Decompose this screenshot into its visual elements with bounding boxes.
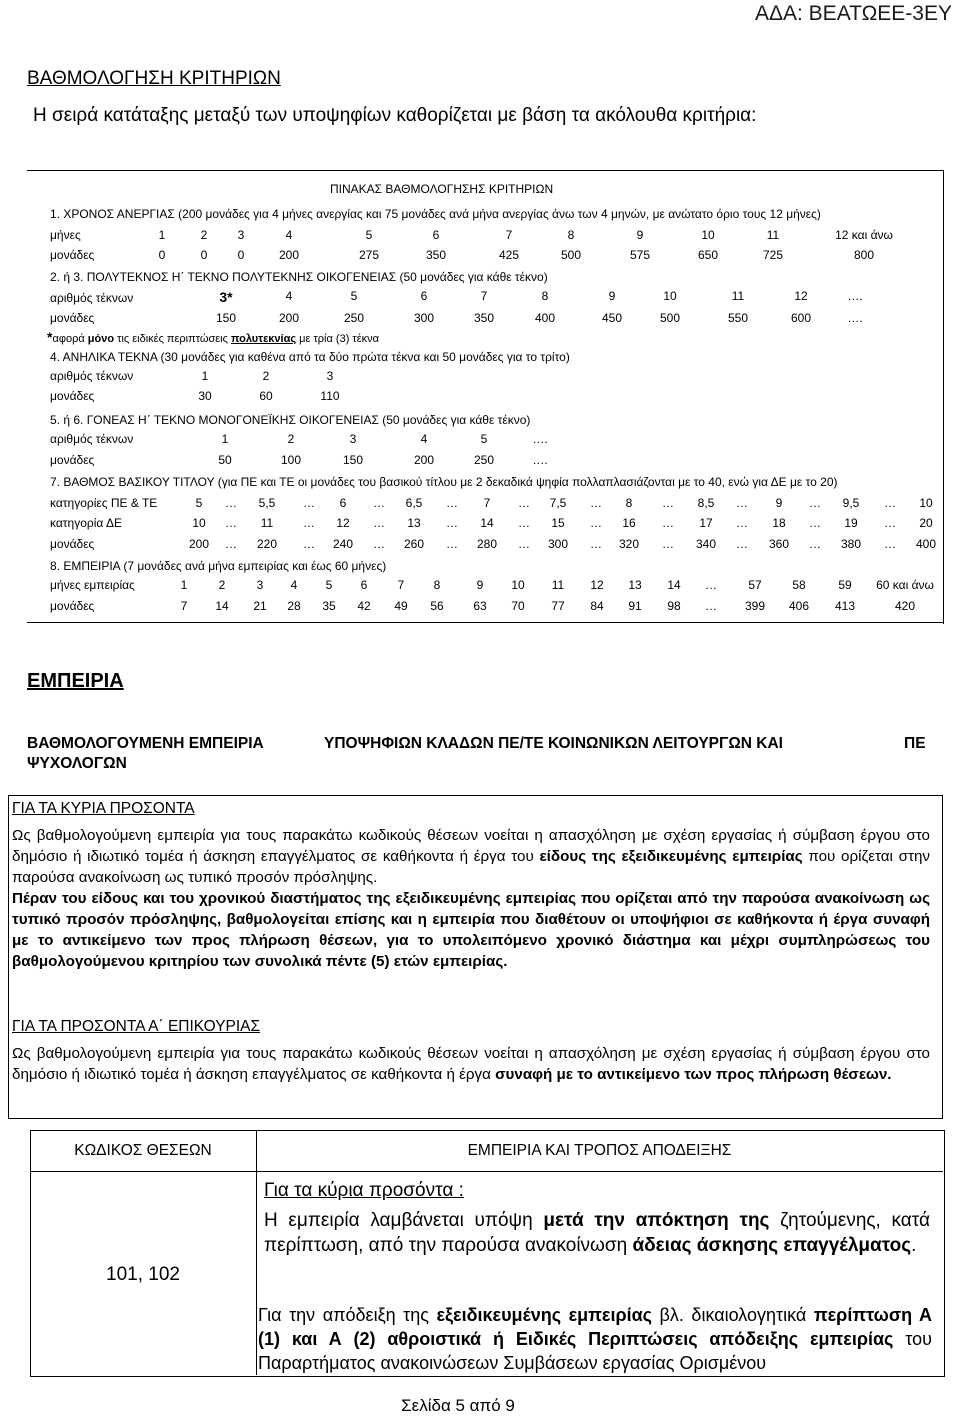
c7-units-row-cell: 280 bbox=[476, 537, 498, 551]
c5-units-row-cell: 200 bbox=[413, 453, 435, 467]
c1-months-row-cell: 6 bbox=[432, 228, 440, 242]
c7-de-row-cell: 11 bbox=[260, 516, 274, 530]
c2-note-d: πολυτεκνίας bbox=[230, 333, 297, 345]
c1-units-row-cell: 725 bbox=[762, 248, 784, 262]
main-qualifications-subheading: Για τα κύρια προσόντα : bbox=[264, 1180, 464, 1201]
main-paragraph-2: Πέραν του είδους και του χρονικού διαστήματος της εξειδικευμένης εμπειρίας που ορίζεται από την παρούσα ανακοίνωση ως τυπικό προσόν πρόσληψης, βαθμολογείται επίσης και η εμπειρία που διαθέτουν οι υποψήφιοι σε καθήκοντα ή έργα συναφή με το αντικείμενο των προς πλήρωση θέσεων, για το υπολειπόμενο χρονικό διάστημα και μέχρι συμπληρώσεως του βαθμολογούμενου κριτηρίου των συνολικά πέντε (5) ετών εμπειρίας. bbox=[12, 890, 930, 970]
c7-pe-row-cell: 7,5 bbox=[549, 496, 567, 510]
c7-de-row-cell: 13 bbox=[407, 516, 421, 530]
t2-b: εξειδικευμένης εμπειρίας bbox=[436, 1305, 653, 1325]
c7-de-row-cell: … bbox=[225, 516, 237, 530]
aux-p-a: Ως βαθμολογούμενη εμπειρία για τους παρακάτω κωδικούς θέσεων νοείται η απασχόληση με σχέση εργασίας ή σύμβαση έργου στο δημόσιο ή ιδιωτικό τομέα ή άσκηση επαγγέλματος σε καθήκοντα ή έργα bbox=[12, 1045, 930, 1083]
c8-months-row-cell: 7 bbox=[397, 578, 405, 592]
code-table-column-rule bbox=[256, 1130, 257, 1375]
c8-months-row-cell: 59 bbox=[838, 578, 852, 592]
c8-units-row-cell: 406 bbox=[788, 599, 810, 613]
c8-units-row-cell: 70 bbox=[511, 599, 525, 613]
c7-de-row-cell: … bbox=[590, 516, 602, 530]
c8-months-row-cell: 12 bbox=[590, 578, 604, 592]
c8-units-row-cell: 35 bbox=[322, 599, 336, 613]
page-number: Σελίδα 5 από 9 bbox=[401, 1396, 515, 1415]
t1-d: άδειας άσκησης επαγγέλματος bbox=[632, 1235, 912, 1256]
c2-children-row-cell: …. bbox=[847, 289, 863, 303]
t2-a: Για την απόδειξη της bbox=[258, 1305, 437, 1325]
c7-de-row-cell: … bbox=[736, 516, 748, 530]
experience-subtitle-a: ΒΑΘΜΟΛΟΓΟΥΜΕΝΗ ΕΜΠΕΙΡΙΑ bbox=[27, 735, 264, 752]
c2-children-label: αριθμός τέκνων bbox=[50, 291, 134, 305]
c1-units-row-cell: 575 bbox=[629, 248, 651, 262]
c2-units-row-cell: 450 bbox=[601, 311, 623, 325]
c8-units-row-cell: 49 bbox=[394, 599, 408, 613]
c7-pe-row-cell: … bbox=[373, 496, 385, 510]
c7-de-row-cell: 15 bbox=[551, 516, 565, 530]
c7-de-row-cell: 18 bbox=[772, 516, 786, 530]
c7-de-row-cell: … bbox=[809, 516, 821, 530]
c8-months-row-cell: 10 bbox=[511, 578, 525, 592]
main-qualifications-heading: ΓΙΑ ΤΑ ΚΥΡΙΑ ΠΡΟΣΟΝΤΑ bbox=[12, 800, 195, 817]
c1-heading: 1. ΧΡΟΝΟΣ ΑΝΕΡΓΙΑΣ (200 μονάδες για 4 μήνες ανεργίας και 75 μονάδες ανά μήνα ανεργίας άνω των 4 μηνών, με ανώτατο όριο τους 12 μήνες) bbox=[50, 207, 821, 221]
c4-units-label: μονάδες bbox=[50, 389, 95, 403]
c1-months-row-cell: 8 bbox=[567, 228, 575, 242]
c8-units-row-cell: 77 bbox=[551, 599, 565, 613]
c7-pe-row-cell: … bbox=[590, 496, 602, 510]
c1-months-row-cell: 7 bbox=[505, 228, 513, 242]
c1-units-row-cell: 650 bbox=[697, 248, 719, 262]
c7-de-row-cell: … bbox=[446, 516, 458, 530]
c8-units-row-cell: 84 bbox=[590, 599, 604, 613]
c4-units-row-cell: 110 bbox=[320, 389, 340, 403]
position-codes: 101, 102 bbox=[106, 1264, 180, 1285]
c7-units-row-cell: … bbox=[736, 537, 748, 551]
main-paragraph-1 bbox=[12, 825, 930, 888]
c2-children-row-cell: 3* bbox=[219, 289, 233, 305]
c7-pe-row-cell: 6 bbox=[339, 496, 347, 510]
c7-pe-row-cell: … bbox=[303, 496, 315, 510]
c8-units-row-cell: 7 bbox=[180, 599, 188, 613]
c7-units-row-cell: … bbox=[884, 537, 896, 551]
c1-units-row-cell: 425 bbox=[498, 248, 520, 262]
c7-units-row-cell: … bbox=[809, 537, 821, 551]
t1-a: Η εμπειρία λαμβάνεται υπόψη bbox=[264, 1210, 544, 1231]
c1-units-row-cell: 200 bbox=[278, 248, 300, 262]
c7-units-row-cell: 400 bbox=[915, 537, 937, 551]
aux-paragraph bbox=[12, 1043, 930, 1085]
c1-months-row-cell: 12 και άνω bbox=[835, 228, 893, 242]
t1-e: . bbox=[911, 1235, 917, 1256]
ada-code: ΑΔΑ: ΒΕΑΤΩΕΕ-3ΕΥ bbox=[754, 2, 952, 25]
c7-de-row-cell: … bbox=[662, 516, 674, 530]
c1-months-row-cell: 3 bbox=[237, 228, 245, 242]
c8-months-row-cell: 4 bbox=[290, 578, 298, 592]
c7-de-row-cell: … bbox=[884, 516, 896, 530]
c7-de-row-cell: … bbox=[373, 516, 385, 530]
scoring-intro: Η σειρά κατάταξης μεταξύ των υποψηφίων καθορίζεται με βάση τα ακόλουθα κριτήρια: bbox=[33, 105, 757, 126]
c5-children-row-cell: 2 bbox=[287, 432, 295, 446]
c7-pe-row-cell: 6,5 bbox=[405, 496, 423, 510]
c1-months-label: μήνες bbox=[50, 228, 81, 242]
c8-units-row-cell: 98 bbox=[667, 599, 681, 613]
c7-pe-row-cell: 8 bbox=[625, 496, 633, 510]
c8-units-label: μονάδες bbox=[50, 599, 95, 613]
c8-months-row-cell: 6 bbox=[360, 578, 368, 592]
c2-units-row-cell: 500 bbox=[659, 311, 681, 325]
c7-units-row-cell: 380 bbox=[840, 537, 862, 551]
c5-children-row-cell: 3 bbox=[349, 432, 357, 446]
c1-months-row-cell: 1 bbox=[158, 228, 166, 242]
c8-months-row-cell: 58 bbox=[792, 578, 806, 592]
c7-units-row-cell: 360 bbox=[768, 537, 790, 551]
c7-units-row-cell: 340 bbox=[695, 537, 717, 551]
c8-months-row-cell: 3 bbox=[256, 578, 264, 592]
c7-de-row-cell: 10 bbox=[192, 516, 206, 530]
c7-pe-row-cell: 10 bbox=[919, 496, 933, 510]
experience-subtitle-c: ΠΕ bbox=[904, 735, 926, 752]
c7-de-row-cell: 16 bbox=[622, 516, 636, 530]
code-table-header-rule bbox=[30, 1171, 943, 1172]
t2-d: περίπτωση Α (1) και Α (2) αθροιστικά ή Ειδικές Περιπτώσεις απόδειξης εμπειρίας bbox=[258, 1305, 932, 1349]
c5-units-row-cell: 150 bbox=[342, 453, 364, 467]
c7-pe-row-cell: … bbox=[225, 496, 237, 510]
c8-units-row-cell: 399 bbox=[744, 599, 766, 613]
c5-children-row-cell: 1 bbox=[221, 432, 229, 446]
c5-children-row-cell: 4 bbox=[420, 432, 428, 446]
scoring-title: ΒΑΘΜΟΛΟΓΗΣΗ ΚΡΙΤΗΡΙΩΝ bbox=[27, 68, 281, 89]
c2-units-row-cell: 350 bbox=[473, 311, 495, 325]
c5-heading: 5. ή 6. ΓΟΝΕΑΣ Η΄ ΤΕΚΝΟ ΜΟΝΟΓΟΝΕΪΚΗΣ ΟΙΚΟΓΕΝΕΙΑΣ (50 μονάδες για κάθε τέκνο) bbox=[50, 413, 531, 427]
c1-units-label: μονάδες bbox=[50, 248, 95, 262]
c5-units-label: μονάδες bbox=[50, 453, 95, 467]
c7-de-label: κατηγορία ΔΕ bbox=[50, 516, 122, 530]
c8-heading: 8. ΕΜΠΕΙΡΙΑ (7 μονάδες ανά μήνα εμπειρίας και έως 60 μήνες) bbox=[50, 559, 387, 573]
c7-de-row-cell: 20 bbox=[919, 516, 933, 530]
c5-units-row-cell: 250 bbox=[473, 453, 495, 467]
c8-months-row-cell: 9 bbox=[476, 578, 484, 592]
c2-children-row-cell: 10 bbox=[663, 289, 677, 303]
c7-units-label: μονάδες bbox=[50, 537, 95, 551]
c7-pe-label: κατηγορίες ΠΕ & ΤΕ bbox=[50, 496, 158, 510]
c7-units-row-cell: … bbox=[662, 537, 674, 551]
c7-de-row-cell: 19 bbox=[844, 516, 858, 530]
c1-units-row-cell: 800 bbox=[853, 248, 875, 262]
main-p1-c: που ορίζεται στην παρούσα ανακοίνωση ως τυπικό προσόν πρόσληψης. bbox=[12, 848, 931, 886]
c7-pe-row-cell: 5,5 bbox=[258, 496, 276, 510]
c7-pe-row-cell: … bbox=[884, 496, 896, 510]
c4-children-row-cell: 1 bbox=[201, 369, 209, 383]
c2-note-star: * bbox=[47, 329, 53, 345]
c1-units-row-cell: 500 bbox=[560, 248, 582, 262]
c2-children-row-cell: 5 bbox=[350, 289, 358, 303]
c8-units-row-cell: 91 bbox=[628, 599, 642, 613]
code-table-col2: ΕΜΠΕΙΡΙΑ ΚΑΙ ΤΡΟΠΟΣ ΑΠΟΔΕΙΞΗΣ bbox=[467, 1142, 732, 1159]
c7-units-row-cell: 240 bbox=[332, 537, 354, 551]
c2-children-row-cell: 6 bbox=[420, 289, 428, 303]
c8-units-row-cell: 413 bbox=[834, 599, 856, 613]
c7-de-row-cell: … bbox=[303, 516, 315, 530]
main-p1-b: είδους της εξειδικευμένης εμπειρίας bbox=[539, 848, 803, 865]
c7-units-row-cell: … bbox=[225, 537, 237, 551]
c7-units-row-cell: … bbox=[446, 537, 458, 551]
c4-children-label: αριθμός τέκνων bbox=[50, 369, 134, 383]
c1-units-row-cell: 275 bbox=[358, 248, 380, 262]
c7-pe-row-cell: … bbox=[809, 496, 821, 510]
aux-qualifications-heading: ΓΙΑ ΤΑ ΠΡΟΣΟΝΤΑ Α΄ ΕΠΙΚΟΥΡΙΑΣ bbox=[12, 1018, 261, 1035]
c8-months-row-cell: 13 bbox=[628, 578, 642, 592]
c8-units-row-cell: 420 bbox=[894, 599, 916, 613]
c7-de-row-cell: 14 bbox=[480, 516, 494, 530]
c1-months-row-cell: 10 bbox=[701, 228, 715, 242]
c8-months-row-cell: 57 bbox=[748, 578, 762, 592]
c2-children-row-cell: 7 bbox=[480, 289, 488, 303]
c8-months-label: μήνες εμπειρίας bbox=[50, 578, 135, 592]
c8-months-row-cell: 5 bbox=[325, 578, 333, 592]
t2-c: βλ. δικαιολογητικά bbox=[652, 1305, 814, 1325]
c7-pe-row-cell: 5 bbox=[195, 496, 203, 510]
c2-units-row-cell: 150 bbox=[215, 311, 237, 325]
c5-children-label: αριθμός τέκνων bbox=[50, 432, 134, 446]
c1-months-row-cell: 4 bbox=[285, 228, 293, 242]
c2-units-row-cell: 250 bbox=[343, 311, 365, 325]
c4-children-row-cell: 2 bbox=[262, 369, 270, 383]
c2-note-e: με τρία (3) τέκνα bbox=[296, 333, 380, 345]
c1-units-row-cell: 350 bbox=[425, 248, 447, 262]
c7-units-row-cell: 200 bbox=[188, 537, 210, 551]
c1-units-row-cell: 0 bbox=[237, 248, 245, 262]
experience-subtitle-b: ΥΠΟΨΗΦΙΩΝ ΚΛΑΔΩΝ ΠΕ/ΤΕ ΚΟΙΝΩΝΙΚΩΝ ΛΕΙΤΟΥΡΓΩΝ ΚΑΙ bbox=[324, 735, 783, 752]
c8-months-row-cell: 11 bbox=[551, 578, 565, 592]
c1-months-row-cell: 2 bbox=[200, 228, 208, 242]
c1-months-row-cell: 9 bbox=[636, 228, 644, 242]
c8-units-row-cell: 28 bbox=[287, 599, 301, 613]
c2-children-row-cell: 11 bbox=[731, 289, 745, 303]
c2-heading: 2. ή 3. ΠΟΛΥΤΕΚΝΟΣ Η΄ ΤΕΚΝΟ ΠΟΛΥΤΕΚΝΗΣ ΟΙΚΟΓΕΝΕΙΑΣ (50 μονάδες για κάθε τέκνο) bbox=[50, 270, 548, 284]
c5-units-row-cell: 100 bbox=[280, 453, 302, 467]
c7-units-row-cell: 300 bbox=[547, 537, 569, 551]
c2-units-row-cell: 600 bbox=[790, 311, 812, 325]
c4-units-row-cell: 60 bbox=[259, 389, 273, 403]
c7-units-row-cell: … bbox=[373, 537, 385, 551]
c1-units-row-cell: 0 bbox=[158, 248, 166, 262]
c2-children-row-cell: 4 bbox=[285, 289, 293, 303]
criteria-table-bottom-rule bbox=[27, 622, 943, 623]
c2-units-row-cell: 550 bbox=[727, 311, 749, 325]
c7-units-row-cell: … bbox=[590, 537, 602, 551]
c7-pe-row-cell: … bbox=[518, 496, 530, 510]
c7-units-row-cell: 260 bbox=[403, 537, 425, 551]
main-p1-a: Ως βαθμολογούμενη εμπειρία για τους παρακάτω κωδικούς θέσεων νοείται η απασχόληση με σχέση εργασίας ή σύμβαση έργου στο δημόσιο ή ιδιωτικό τομέα ή άσκηση επαγγέλματος σε καθήκοντα ή έργα του bbox=[12, 827, 930, 865]
c8-units-row-cell: 14 bbox=[215, 599, 229, 613]
experience-title: ΕΜΠΕΙΡΙΑ bbox=[27, 670, 124, 692]
t2-e: του Παραρτήματος ανακοινώσεων Συμβάσεων εργασίας Ορισμένου bbox=[258, 1329, 933, 1373]
c2-note-c: τις ειδικές περιπτώσεις bbox=[114, 333, 231, 345]
c8-months-row-cell: 1 bbox=[180, 578, 188, 592]
c5-children-row-cell: 5 bbox=[480, 432, 488, 446]
c8-months-row-cell: 2 bbox=[218, 578, 226, 592]
c2-note-a: αφορά bbox=[52, 333, 88, 345]
c1-units-row-cell: 0 bbox=[200, 248, 208, 262]
c7-pe-row-cell: 9 bbox=[775, 496, 783, 510]
c2-note-b: μόνο bbox=[87, 333, 115, 345]
c7-heading: 7. ΒΑΘΜΟΣ ΒΑΣΙΚΟΥ ΤΙΤΛΟΥ (για ΠΕ και ΤΕ οι μονάδες του βασικού τίτλου με 2 δεκαδικά ψηφία πολλαπλασιάζονται με το 40, ενώ για ΔΕ με το 20) bbox=[50, 475, 838, 489]
c2-units-row-cell: …. bbox=[847, 311, 863, 325]
c8-months-row-cell: … bbox=[705, 578, 717, 592]
c7-de-row-cell: 17 bbox=[699, 516, 713, 530]
c5-units-row-cell: …. bbox=[532, 453, 548, 467]
c7-units-row-cell: 220 bbox=[256, 537, 278, 551]
c2-children-row-cell: 8 bbox=[541, 289, 549, 303]
t1-c: ζητούμενης, κατά περίπτωση, από την παρούσα ανακοίνωση bbox=[264, 1210, 930, 1256]
c2-units-row-cell: 300 bbox=[413, 311, 435, 325]
c7-pe-row-cell: … bbox=[446, 496, 458, 510]
c5-children-row-cell: …. bbox=[532, 432, 548, 446]
c8-months-row-cell: 60 και άνω bbox=[876, 578, 934, 592]
c7-units-row-cell: 320 bbox=[618, 537, 640, 551]
c7-de-row-cell: … bbox=[518, 516, 530, 530]
c2-units-label: μονάδες bbox=[50, 311, 95, 325]
c1-months-row-cell: 11 bbox=[766, 228, 780, 242]
c4-children-row-cell: 3 bbox=[326, 369, 334, 383]
c8-months-row-cell: 14 bbox=[667, 578, 681, 592]
c7-pe-row-cell: … bbox=[736, 496, 748, 510]
c2-children-row-cell: 12 bbox=[794, 289, 808, 303]
c7-units-row-cell: … bbox=[518, 537, 530, 551]
c2-units-row-cell: 400 bbox=[534, 311, 556, 325]
c4-heading: 4. ΑΝΗΛΙΚΑ ΤΕΚΝΑ (30 μονάδες για καθένα από τα δύο πρώτα τέκνα και 50 μονάδες για το τρίτο) bbox=[50, 350, 570, 364]
c4-units-row-cell: 30 bbox=[198, 389, 212, 403]
c8-units-row-cell: 42 bbox=[357, 599, 371, 613]
c1-months-row-cell: 5 bbox=[365, 228, 373, 242]
c7-pe-row-cell: 8,5 bbox=[697, 496, 715, 510]
c5-units-row-cell: 50 bbox=[218, 453, 232, 467]
code-table-col1: ΚΩΔΙΚΟΣ ΘΕΣΕΩΝ bbox=[74, 1142, 212, 1159]
aux-p-b: συναφή με το αντικείμενο των προς πλήρωση θέσεων. bbox=[495, 1066, 892, 1083]
c7-de-row-cell: 12 bbox=[336, 516, 350, 530]
c7-pe-row-cell: 7 bbox=[483, 496, 491, 510]
c7-units-row-cell: … bbox=[303, 537, 315, 551]
c8-months-row-cell: 8 bbox=[433, 578, 441, 592]
criteria-table-title: ΠΙΝΑΚΑΣ ΒΑΘΜΟΛΟΓΗΣΗΣ ΚΡΙΤΗΡΙΩΝ bbox=[330, 182, 554, 196]
c8-units-row-cell: 21 bbox=[253, 599, 267, 613]
t1-b: μετά την απόκτηση της bbox=[543, 1210, 770, 1231]
c8-units-row-cell: … bbox=[705, 599, 717, 613]
c7-pe-row-cell: 9,5 bbox=[842, 496, 860, 510]
c8-units-row-cell: 56 bbox=[430, 599, 444, 613]
experience-subtitle-d: ΨΥΧΟΛΟΓΩΝ bbox=[27, 755, 127, 772]
experience-condition-text bbox=[264, 1208, 930, 1258]
c8-units-row-cell: 63 bbox=[473, 599, 487, 613]
c7-pe-row-cell: … bbox=[662, 496, 674, 510]
experience-proof-text bbox=[258, 1303, 932, 1375]
c2-units-row-cell: 200 bbox=[278, 311, 300, 325]
c2-note bbox=[47, 329, 379, 345]
c2-children-row-cell: 9 bbox=[608, 289, 616, 303]
